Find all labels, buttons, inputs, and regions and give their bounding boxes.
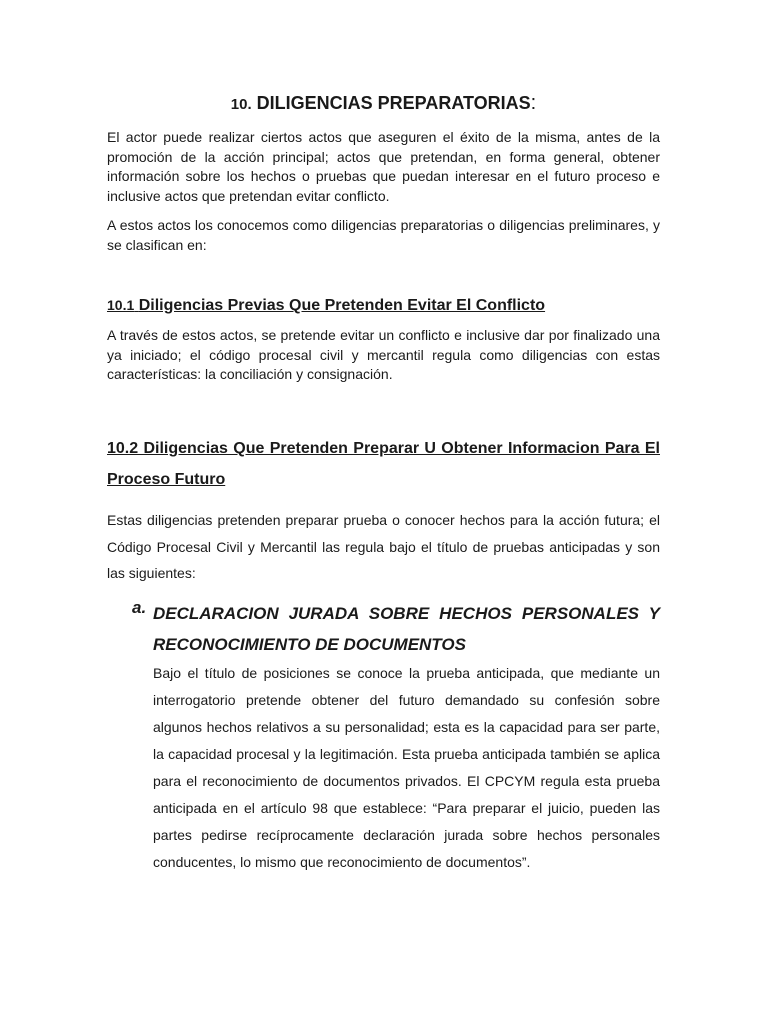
section-10-2-body: Estas diligencias pretenden preparar prueba o conocer hechos para la acción futura; el Código Procesal Civil y Mercantil las regula bajo el título de pruebas anticipadas y son las siguientes:: [107, 512, 660, 581]
section-10-1-heading: [107, 294, 660, 317]
section-10-1-title: Diligencias Previas Que Pretenden Evitar El Conflicto: [138, 297, 546, 314]
subsection-a-heading: DECLARACION JURADA SOBRE HECHOS PERSONALES Y RECONOCIMIENTO DE DOCUMENTOS: [153, 604, 660, 654]
subsection-a-letter: a.: [132, 598, 147, 617]
title-text: DILIGENCIAS PREPARATORIAS: [256, 93, 531, 113]
title-colon: :: [530, 92, 537, 114]
title-number: 10.: [230, 96, 252, 113]
section-10-2-heading: 10.2 Diligencias Que Pretenden Preparar U Obtener Informacion Para El Proceso Futuro: [107, 440, 660, 488]
intro-paragraph-1: El actor puede realizar ciertos actos que aseguren el éxito de la misma, antes de la promoción de la acción principal; actos que pretendan, en forma general, obtener información sobre los hechos o pruebas que puedan interesar en el futuro proceso e inclusive actos que pretendan evitar conflicto.: [107, 129, 660, 204]
intro-paragraph-2: A estos actos los conocemos como diligencias preparatorias o diligencias preliminares, y se clasifican en:: [107, 217, 660, 253]
section-10-1-number: 10.1: [107, 297, 135, 313]
section-10-1-body: A través de estos actos, se pretende evitar un conflicto e inclusive dar por finalizado una ya iniciado; el código procesal civil y mercantil regula como diligencias con estas características: la conciliación y consignación.: [107, 327, 660, 382]
subsection-a-body: Bajo el título de posiciones se conoce la prueba anticipada, que mediante un interrogatorio pretende obtener del futuro demandado su confesión sobre algunos hechos relativos a su personalidad; esta es la capacidad para ser parte, la capacidad procesal y la legitimación. Esta prueba anticipada también se aplica para el reconocimiento de documentos privados. El CPCYM regula esta prueba anticipada en el artículo 98 que establece: “Para preparar el juicio, pueden las partes pedirse recíprocamente declaración jurada sobre hechos personales conducentes, lo mismo que reconocimiento de documentos”.: [153, 665, 660, 870]
page-title: [107, 92, 660, 115]
